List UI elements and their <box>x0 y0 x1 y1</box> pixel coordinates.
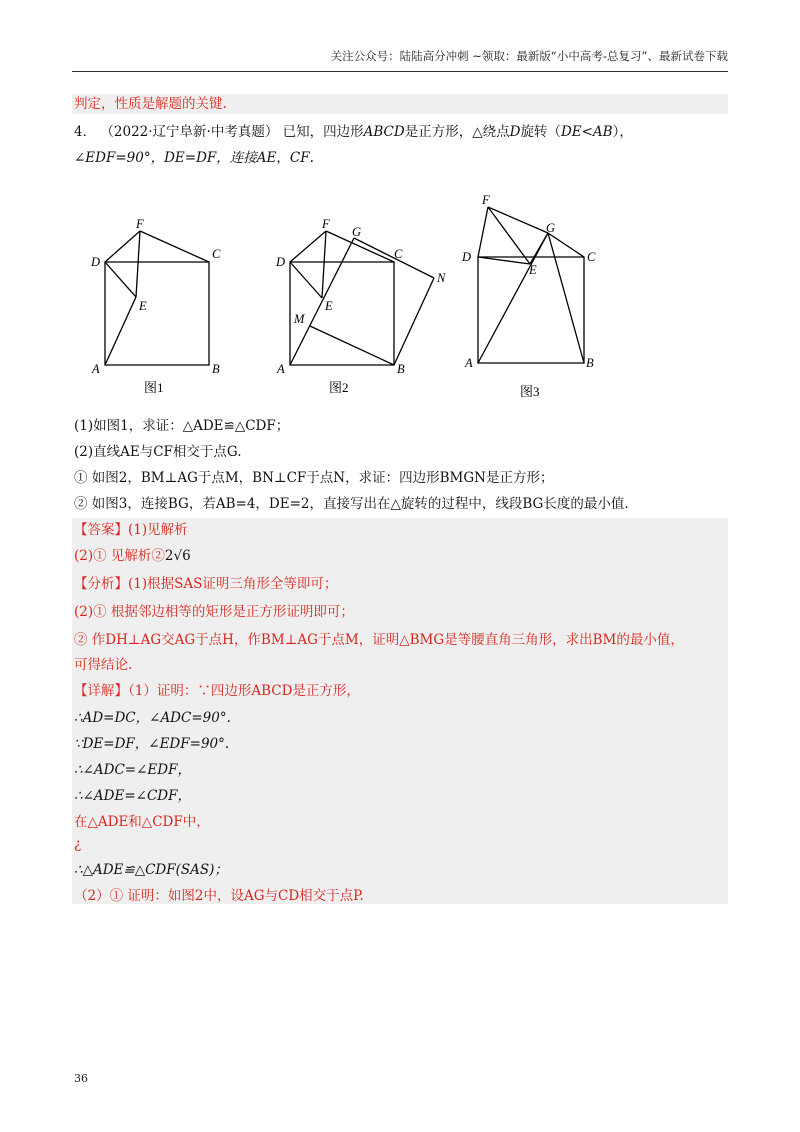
answer-label: 【答案】 <box>74 522 128 538</box>
analysis-label: 【分析】 <box>74 576 128 592</box>
label-c: C <box>212 247 221 261</box>
label-e: E <box>529 263 537 277</box>
analysis-line-3: ② 作DH⊥AG交AG于点H，作BM⊥AG于点M，证明△BMG是等腰直角三角形，求出BM的最小值， <box>74 632 684 648</box>
stem-abcd: ABCD <box>363 124 405 140</box>
detail-line-6: 在△ADE和△CDF中， <box>74 814 210 830</box>
question-2-part-2: ② 如图3，连接BG，若AB=4，DE=2，直接写出在△旋转的过程中，线段BG长度的最小值. <box>74 496 629 512</box>
detail-line-1 <box>74 681 728 701</box>
label-c: C <box>394 247 403 261</box>
question-2-part-1: ① 如图2，BM⊥AG于点M，BN⊥CF于点N，求证：四边形BMGN是正方形； <box>74 470 554 486</box>
page-header: 关注公众号：陆陆高分冲刺 ~领取：最新版“小中高考-总复习”、最新试卷下载 <box>330 49 728 63</box>
stem-triangle: △ <box>472 124 483 140</box>
analysis-text: (1)根据SAS证明三角形全等即可； <box>128 576 338 592</box>
figure-2 <box>290 231 434 365</box>
stem-text: ， <box>276 150 290 166</box>
prev-tail: 判定，性质是解题的关键. <box>74 96 227 112</box>
answer-part-1: (1)见解析 <box>128 522 188 538</box>
stem-cf: CF <box>289 150 310 166</box>
answer-value: 2√6 <box>164 548 191 564</box>
label-b: B <box>212 362 220 376</box>
question-2: (2)直线AE与CF相交于点G. <box>74 444 242 460</box>
label-e: E <box>139 299 147 313</box>
problem-stem-line2 <box>74 148 728 168</box>
analysis-line-4: 可得结论. <box>74 657 133 673</box>
figure-3 <box>478 207 584 363</box>
stem-text: ）， <box>612 124 633 140</box>
geometry-figures <box>72 185 632 405</box>
figure-1 <box>105 231 209 365</box>
figure-1-caption: 图1 <box>144 380 164 395</box>
stem-text: 绕点 <box>482 124 510 140</box>
label-e: E <box>325 299 333 313</box>
label-d: D <box>462 250 472 264</box>
label-g: G <box>352 225 362 239</box>
problem-number: 4． <box>74 124 97 140</box>
answer-part-2: (2)① 见解析② <box>74 548 165 564</box>
figure-2-caption: 图2 <box>329 380 349 395</box>
label-m: M <box>294 312 305 326</box>
detail-line-5: ∴∠ADE=∠CDF， <box>74 788 191 804</box>
answer-line-2 <box>74 546 728 566</box>
label-f: F <box>322 217 330 231</box>
stem-text: 旋转（ <box>520 124 561 140</box>
detail-line-8: ∴△ADE≌△CDF(SAS)； <box>74 862 228 878</box>
problem-source: （2022·辽宁阜新·中考真题） <box>100 124 279 140</box>
detail-line-2: ∴AD=DC，∠ADC=90°. <box>74 710 231 726</box>
detail-line-7: ¿ <box>74 836 82 852</box>
label-a: A <box>277 362 285 376</box>
detail-line-4: ∴∠ADC=∠EDF， <box>74 762 191 778</box>
stem-ae: AE <box>256 150 277 166</box>
label-a: A <box>465 356 473 370</box>
figure-3-caption: 图3 <box>520 384 540 399</box>
detail-label: 【详解】 <box>74 683 128 699</box>
stem-d: D <box>509 124 521 140</box>
label-c: C <box>587 250 596 264</box>
stem-text: 已知，四边形 <box>282 124 364 140</box>
label-a: A <box>92 362 100 376</box>
label-n: N <box>437 271 446 285</box>
page-number: 36 <box>74 1072 88 1085</box>
answer-line-1 <box>74 520 728 540</box>
label-g: G <box>546 221 556 235</box>
label-d: D <box>276 255 286 269</box>
detail-line-3: ∵DE=DF，∠EDF=90°. <box>74 736 230 752</box>
stem-text: 是正方形， <box>404 124 473 140</box>
label-d: D <box>91 255 101 269</box>
label-b: B <box>586 356 594 370</box>
stem-condition: DE<AB <box>560 124 613 140</box>
label-b: B <box>397 362 405 376</box>
label-f: F <box>136 217 144 231</box>
analysis-line-2: (2)① 根据邻边相等的矩形是正方形证明即可； <box>74 604 354 620</box>
problem-stem-line1 <box>74 122 728 142</box>
detail-line-9: （2）① 证明：如图2中，设AG与CD相交于点P. <box>74 888 364 904</box>
detail-text: （1）证明：∵四边形ABCD是正方形， <box>128 683 360 699</box>
question-1: (1)如图1，求证：△ADE≌△CDF； <box>74 418 290 434</box>
label-f: F <box>482 193 490 207</box>
header-rule <box>72 71 728 72</box>
stem-text: ∠EDF=90°，DE=DF，连接 <box>74 150 257 166</box>
stem-text: . <box>309 150 314 166</box>
analysis-line-1 <box>74 574 728 594</box>
